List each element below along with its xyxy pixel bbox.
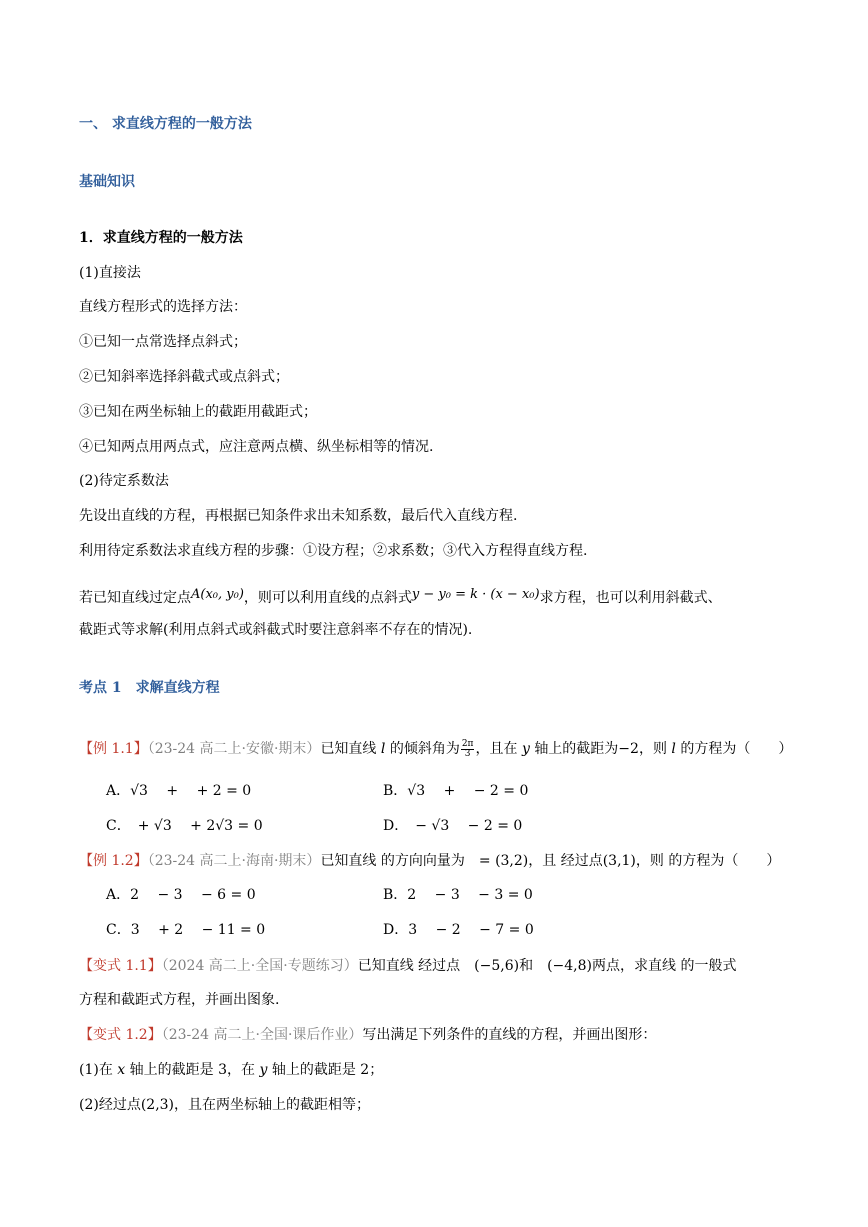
variant-1-1: [79, 956, 736, 976]
option-c[interactable]: C．3 + 2 − 11 = 0: [106, 922, 266, 938]
variant-tag: 【变式 1.1】: [79, 958, 162, 974]
question-text: 已知直线 的方向向量为 = (3,2)，且 经过点(3,1)，则 的方程为（ ）: [320, 853, 781, 869]
example-source: （23-24 高二上·安徽·期末）: [147, 741, 321, 757]
var-x: x: [117, 1062, 126, 1078]
option-c[interactable]: C． + √3 + 2√3 = 0: [106, 818, 263, 834]
example-1-2: [79, 851, 780, 871]
question-text: 写出满足下列条件的直线的方程，并画出图形：: [362, 1027, 657, 1043]
option-d[interactable]: D． − √3 − 2 = 0: [383, 818, 523, 834]
question-text-e: 的方程为（ ）: [680, 741, 793, 757]
direct-method: (1)直接法: [79, 265, 141, 281]
example-1-1: [79, 739, 792, 759]
question-text-d: 轴上的截距为−2，则: [534, 741, 667, 757]
option-d[interactable]: D．3 − 2 − 7 = 0: [383, 922, 534, 938]
var-y: y: [521, 741, 530, 757]
knowledge-title: 1．求直线方程的一般方法: [79, 230, 243, 246]
option-a[interactable]: A．2 − 3 − 6 = 0: [106, 887, 256, 903]
sub-heading: 基础知识: [79, 174, 135, 190]
section-heading: 一、 求直线方程的一般方法: [79, 116, 252, 132]
undetermined-desc: 先设出直线的方程，再根据已知条件求出未知系数，最后代入直线方程.: [79, 508, 518, 524]
steps: 利用待定系数法求直线方程的步骤：①设方程；②求系数；③代入方程得直线方程.: [79, 543, 588, 559]
var-l: l: [380, 741, 386, 757]
example-tag: 【例 1.1】: [79, 741, 148, 757]
point-formula: A(x₀, y₀): [191, 587, 244, 602]
variant-tag: 【变式 1.2】: [79, 1027, 162, 1043]
paragraph-line-2: 截距式等求解(利用点斜式或斜截式时要注意斜率不存在的情况).: [79, 622, 473, 638]
variant-1-1-line-2: 方程和截距式方程，并画出图象.: [79, 992, 280, 1008]
example-tag: 【例 1.2】: [79, 853, 148, 869]
point-slope-formula: y − y₀ = k · (x − x₀): [411, 587, 540, 602]
question-text-b: 的倾斜角为: [389, 741, 460, 757]
option-a[interactable]: A．√3 + + 2 = 0: [106, 783, 252, 799]
option-b[interactable]: B．√3 + − 2 = 0: [383, 783, 529, 799]
para-c: 求方程，也可以利用斜截式、: [539, 590, 722, 606]
variant-source: （23-24 高二上·全国·课后作业）: [161, 1027, 363, 1043]
question-2: (2)经过点(2,3)，且在两坐标轴上的截距相等；: [79, 1097, 371, 1113]
variant-source: （2024 高二上·全国·专题练习）: [161, 958, 358, 974]
question-1: (1)在 x 轴上的截距是 3，在 y 轴上的截距是 2；: [79, 1062, 384, 1078]
item-4: ④已知两点用两点式，应注意两点横、纵坐标相等的情况.: [79, 439, 434, 455]
para-b: ，则可以利用直线的点斜式: [243, 590, 412, 606]
undetermined-method: (2)待定系数法: [79, 473, 169, 489]
para-a: 若已知直线过定点: [79, 590, 191, 606]
kaodian-title: 考点 1 求解直线方程: [79, 680, 220, 696]
item-1: ①已知一点常选择点斜式；: [79, 334, 247, 350]
angle-fraction: $\frac{2\pi}{3}$: [461, 738, 474, 759]
example-source: （23-24 高二上·海南·期末）: [147, 853, 321, 869]
choose-form: 直线方程形式的选择方法：: [79, 299, 247, 315]
var-y: y: [259, 1062, 268, 1078]
var-l-2: l: [671, 741, 676, 757]
paragraph-line-1: [79, 585, 722, 608]
option-b[interactable]: B．2 − 3 − 3 = 0: [383, 887, 533, 903]
question-text-c: ，且在: [475, 741, 518, 757]
question-text: 已知直线 经过点 (−5,6)和 (−4,8)两点，求直线 的一般式: [357, 958, 737, 974]
item-3: ③已知在两坐标轴上的截距用截距式；: [79, 404, 317, 420]
variant-1-2: [79, 1025, 656, 1045]
item-2: ②已知斜率选择斜截式或点斜式；: [79, 369, 289, 385]
question-text-a: 已知直线: [320, 741, 377, 757]
